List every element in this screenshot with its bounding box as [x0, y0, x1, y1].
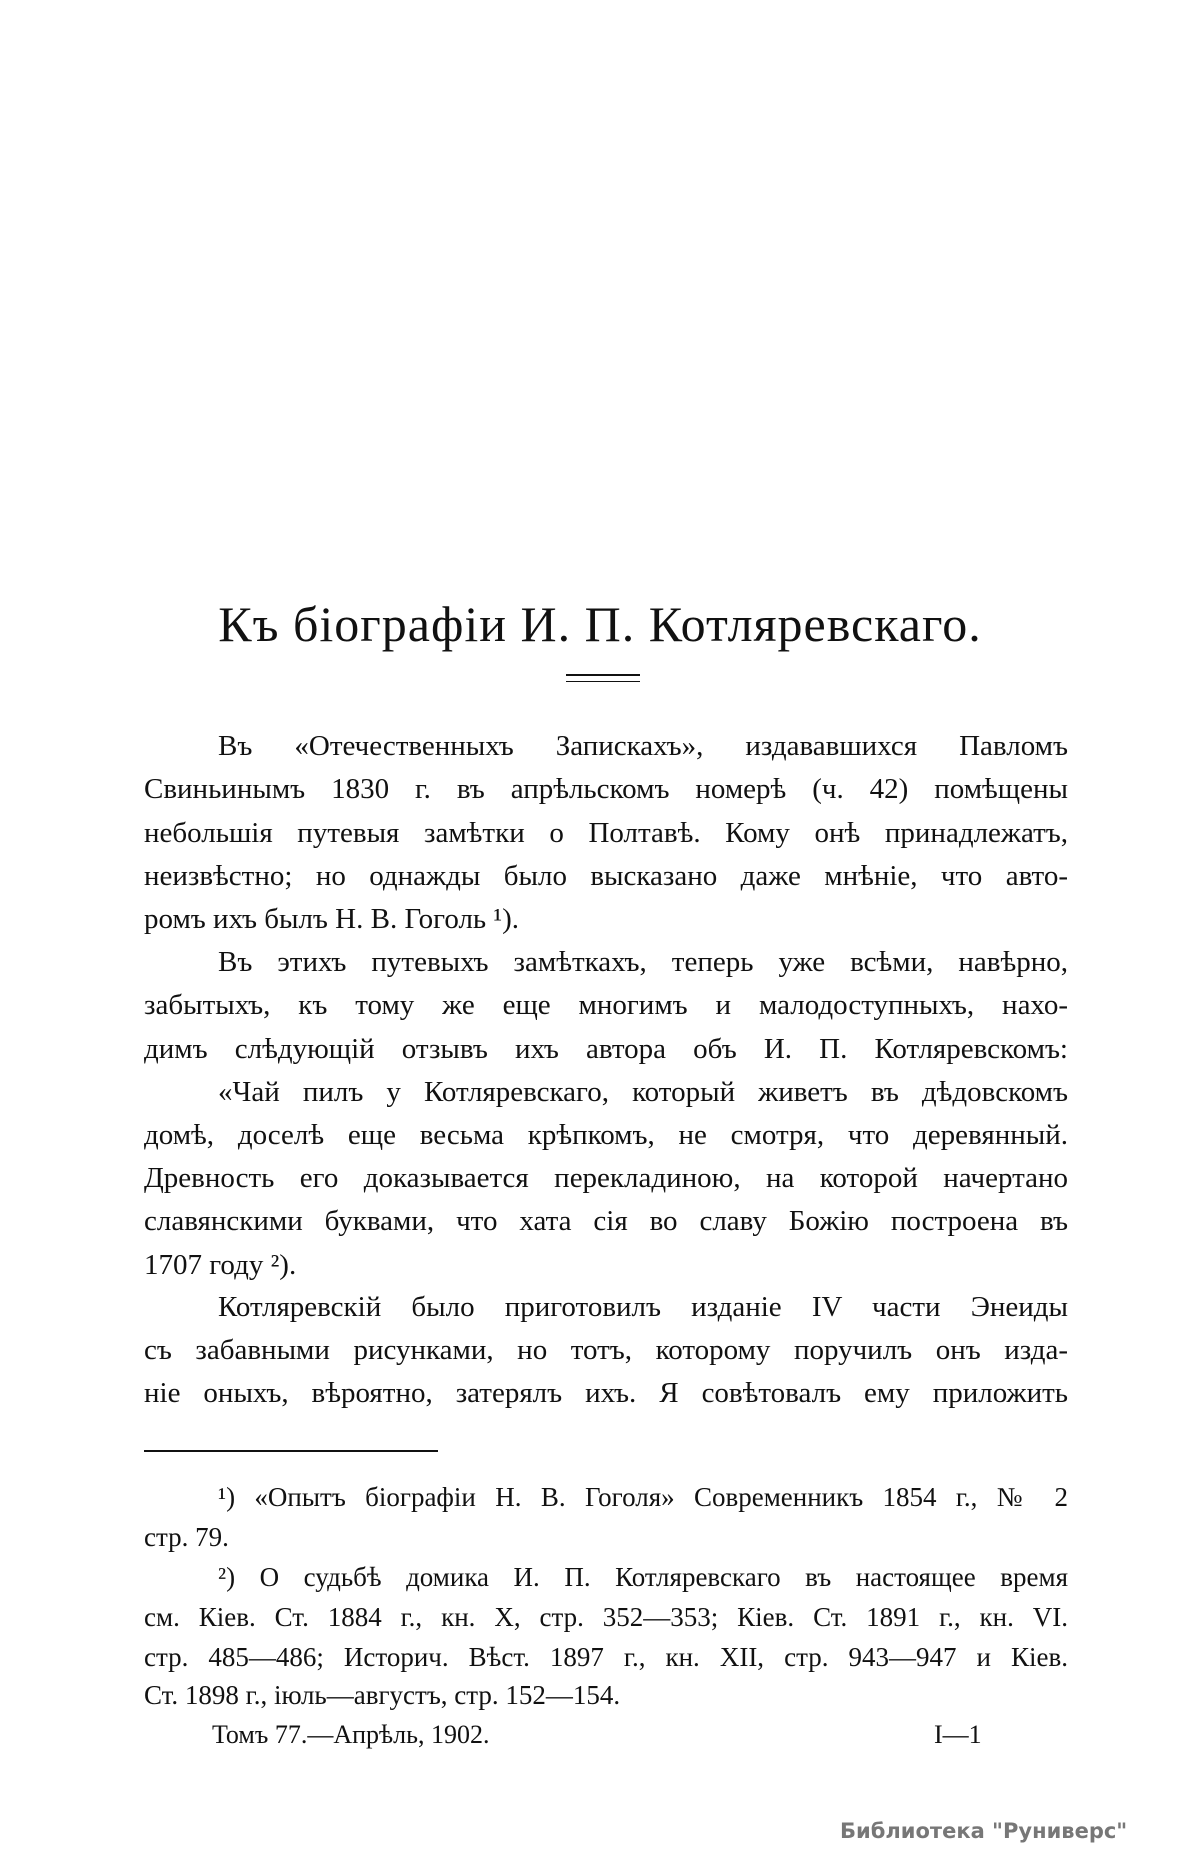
body-line: Въ «Отечественныхъ Запискахъ», издававшихся Павломъ: [218, 730, 1068, 762]
article-title: Къ біографіи И. П. Котляревскаго.: [218, 596, 982, 652]
footnote-line: стр. 79.: [144, 1522, 229, 1552]
volume-info: Томъ 77.—Апрѣль, 1902.: [212, 1720, 490, 1749]
footnote-line: ¹) «Опытъ біографіи Н. В. Гоголя» Современникъ 1854 г., № 2: [218, 1482, 1068, 1512]
footnote-line: Ст. 1898 г., іюль—августъ, стр. 152—154.: [144, 1680, 621, 1710]
body-line: неизвѣстно; но однажды было высказано даже мнѣніе, что авто-: [144, 860, 1068, 892]
body-line: ніе оныхъ, вѣроятно, затерялъ ихъ. Я совѣтовалъ ему приложить: [144, 1377, 1068, 1409]
sheet-signature: I—1: [934, 1720, 982, 1749]
body-line: Древность его доказывается перекладиною, на которой начертано: [144, 1162, 1068, 1194]
footnote-line: стр. 485—486; Историч. Вѣст. 1897 г., кн. XII, стр. 943—947 и Кіев.: [144, 1642, 1068, 1672]
body-line: домѣ, доселѣ еще весьма крѣпкомъ, не смотря, что деревянный.: [144, 1119, 1068, 1151]
body-line: димъ слѣдующій отзывъ ихъ автора объ И. П. Котляревскомъ:: [144, 1033, 1068, 1065]
body-line: Въ этихъ путевыхъ замѣткахъ, теперь уже всѣми, навѣрно,: [218, 946, 1068, 978]
body-line: небольшія путевыя замѣтки о Полтавѣ. Кому онѣ принадлежатъ,: [144, 817, 1068, 849]
body-line: Свиньинымъ 1830 г. въ апрѣльскомъ номерѣ (ч. 42) помѣщены: [144, 773, 1068, 805]
body-line: съ забавными рисунками, но тотъ, которому поручилъ онъ изда-: [144, 1334, 1068, 1366]
footnote-line: см. Кіев. Ст. 1884 г., кн. X, стр. 352—353; Кіев. Ст. 1891 г., кн. VI.: [144, 1602, 1068, 1632]
body-line: ромъ ихъ былъ Н. В. Гоголь ¹).: [144, 903, 520, 935]
body-line: славянскими буквами, что хата сія во славу Божію построена въ: [144, 1205, 1068, 1237]
title-divider: [566, 674, 640, 682]
body-line: забытыхъ, къ тому же еще многимъ и малодоступныхъ, нахо-: [144, 989, 1068, 1021]
body-line: 1707 году ²).: [144, 1249, 297, 1281]
body-line: Котляревскій было приготовилъ изданіе IV части Энеиды: [218, 1291, 1068, 1323]
library-watermark: Библиотека "Руниверс": [840, 1819, 1128, 1843]
body-line: «Чай пилъ у Котляревскаго, который живетъ въ дѣдовскомъ: [218, 1076, 1068, 1108]
footnote-line: ²) О судьбѣ домика И. П. Котляревскаго въ настоящее время: [218, 1562, 1068, 1592]
footnote-divider: [144, 1450, 438, 1452]
